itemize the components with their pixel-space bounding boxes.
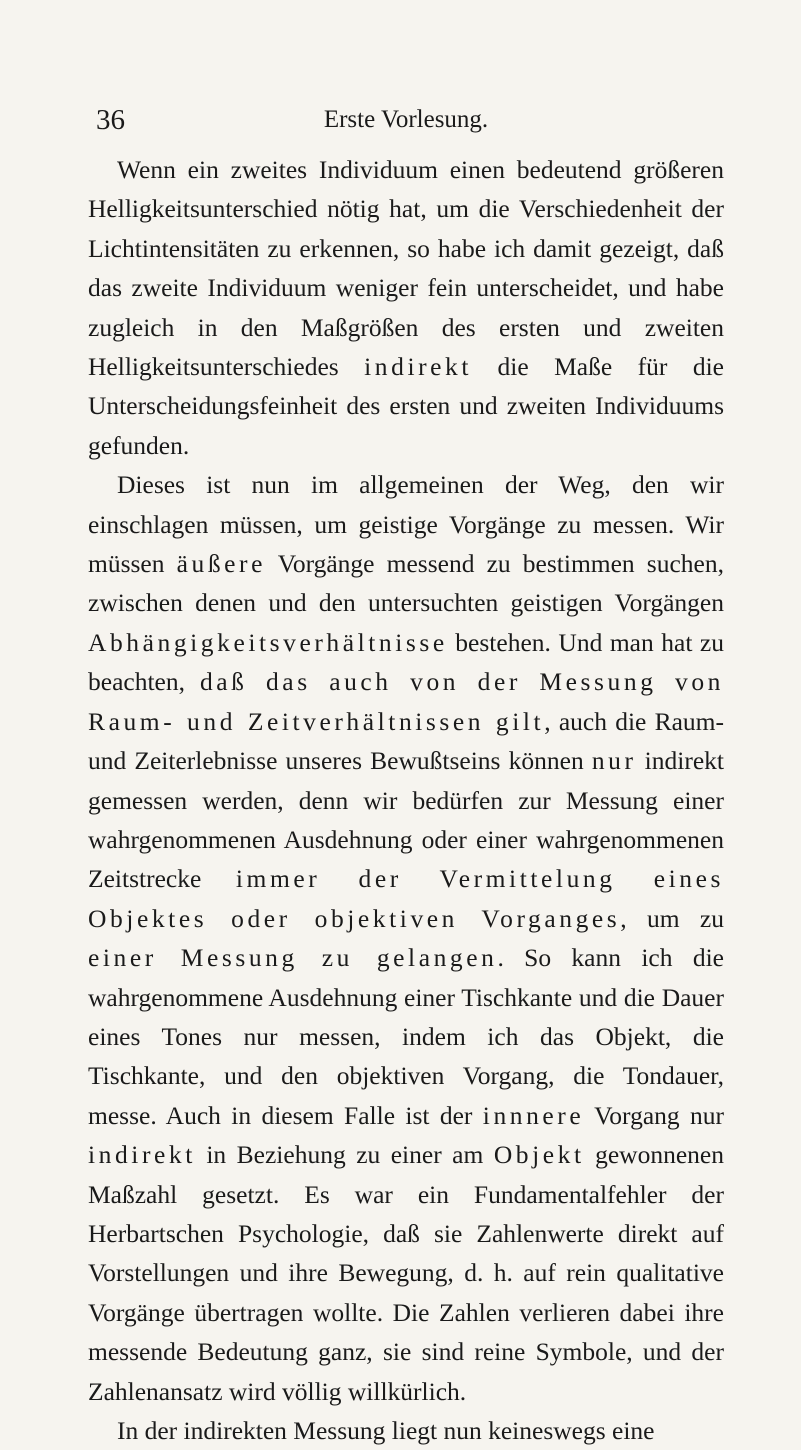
text-segment: , um zu [620,903,725,933]
text-segment: Wenn ein zweites Individuum einen bedeutend größeren Helligkeitsunterschied nötig hat, um die Verschiedenheit der Lichtintensitäten zu erkennen, so habe ich damit gezeigt, daß das zweite Individuum weniger fein unterscheidet, und habe zugleich in den Maßgrößen des ersten und zweiten Helligkeitsunterschiedes [88,155,724,382]
paragraph [88,1411,724,1450]
page-number: 36 [96,104,125,136]
text-segment: bestehen. Und man hat zu beachten, [88,627,724,697]
emphasized-text: innnere [482,1100,585,1130]
text-segment: die Maße für die Unterscheidungsfeinheit des ersten und zweiten Individuums gefunden. [88,352,724,460]
text-segment: indirekt gemessen werden, denn wir bedürfen zur Messung einer wahrgenommenen Ausdehnung oder einer wahrgenommenen Zeitstrecke [88,746,724,894]
emphasized-text: indirekt [88,1140,196,1170]
emphasized-text: Objekt [493,1140,585,1170]
page-header [88,100,724,140]
text-segment: gewonnenen Maßzahl gesetzt. Es war ein Fundamentalfehler der Herbartschen Psychologie, daß sie Zahlenwerte direkt auf Vorstellungen und ihre Bewegung, d. h. auf rein qualitative Vorgänge übertragen wollte. Die Zahlen verlieren dabei ihre messende Bedeutung ganz, sie sind reine Symbole, und der Zahlenansatz wird völlig willkürlich. [88,1140,724,1406]
running-head: Erste Vorlesung. [323,106,489,133]
emphasized-text: indirekt [364,352,473,382]
text-segment: Vorgang nur [584,1100,724,1130]
emphasized-text: äußere [176,549,267,579]
emphasized-text: Abhängigkeitsverhältnisse [88,627,448,657]
paragraph [88,150,724,465]
emphasized-text: einer Messung zu gelangen [88,943,498,973]
text-segment: . So kann ich die wahrgenommene Ausdehnung einer Tischkante und die Dauer eines Tones nur messen, indem ich das Objekt, die Tischkante, und den objektiven Vorgang, die Tondauer, messe. Auch in diesem Falle ist der [88,943,724,1130]
page-body [88,150,724,1450]
emphasized-text: daß das auch von der Messung von Raum- und Zeitverhältnissen gilt [88,667,724,736]
text-segment: , auch die Raum- und Zeiterlebnisse unseres Bewußtseins können [88,706,724,776]
text-segment: In der indirekten Messung liegt nun keineswegs eine [117,1416,655,1445]
paragraph [88,465,724,1411]
text-segment: in Beziehung zu einer am [195,1140,494,1170]
emphasized-text: immer der Vermittelung eines Objektes oder objektiven Vorganges [88,864,724,933]
emphasized-text: nur [591,746,637,776]
text-segment: Dieses ist nun im allgemeinen der Weg, den wir einschlagen müssen, um geistige Vorgänge zu messen. Wir müssen [88,470,724,579]
text-segment: Vorgänge messend zu bestimmen suchen, zwischen denen und den untersuchten geistigen Vorgängen [88,549,724,618]
